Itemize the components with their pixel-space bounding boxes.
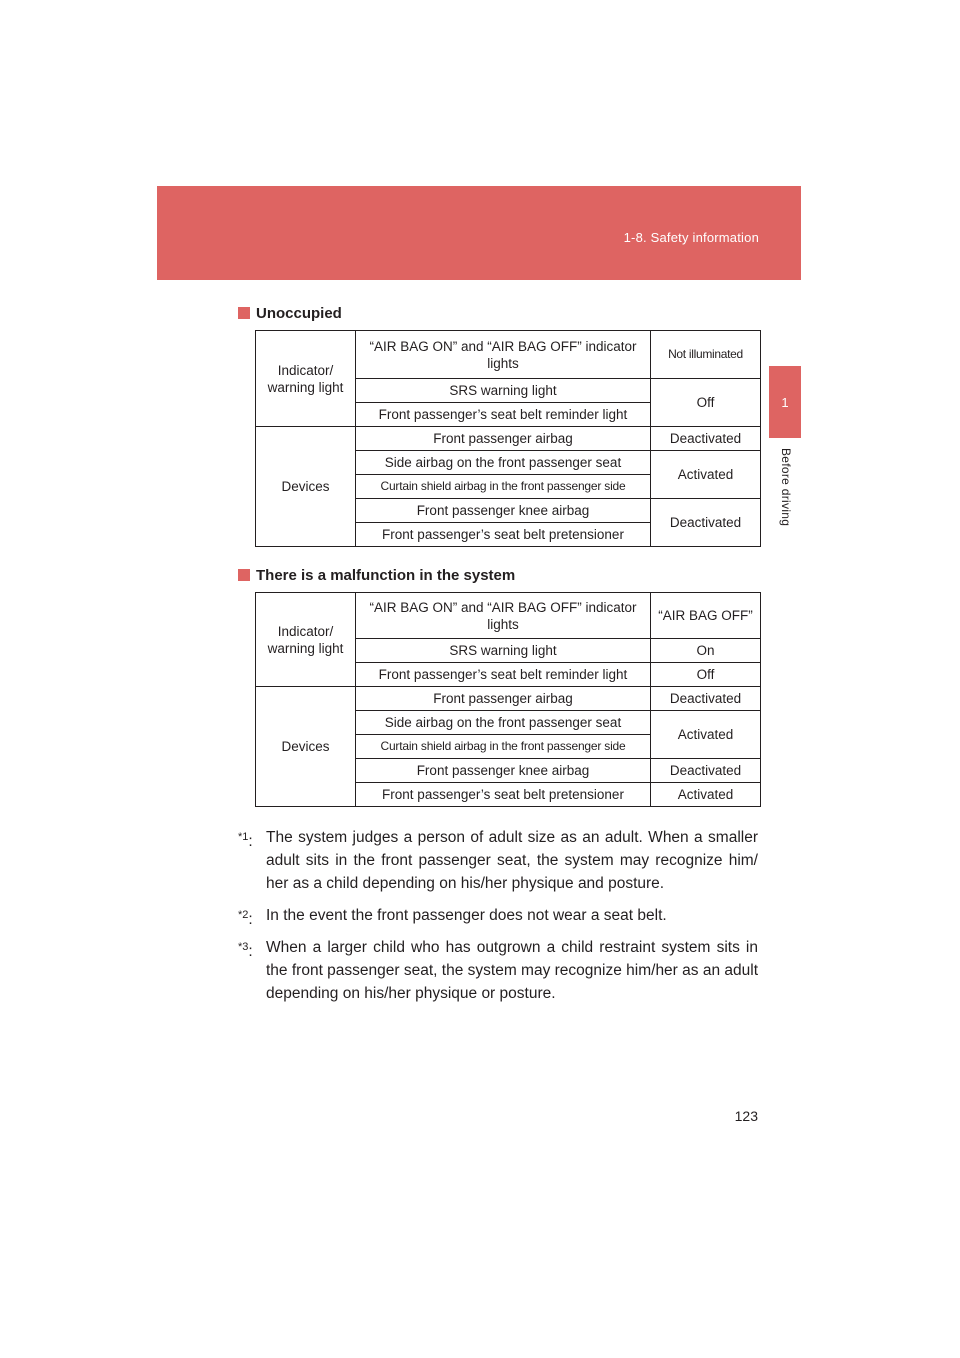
footnote-mark: $^{*3}$:	[238, 941, 253, 961]
heading-bullet-icon	[238, 307, 250, 319]
row-label: Curtain shield airbag in the front passenger side	[356, 475, 651, 499]
row-label: SRS warning light	[356, 639, 651, 663]
footnote-text: The system judges a person of adult size as an adult. When a smaller adult sits in the front passenger seat, the system may recognize him/ her as a child depending on his/her physique and posture.	[266, 829, 758, 892]
row-label: Front passenger airbag	[356, 687, 651, 711]
heading-unoccupied	[238, 305, 342, 322]
footnote	[238, 904, 758, 927]
row-label: Side airbag on the front passenger seat	[356, 711, 651, 735]
row-label: Front passenger’s seat belt reminder light	[356, 663, 651, 687]
chapter-label: Before driving	[779, 448, 793, 527]
indicator-category: Indicator/ warning light	[256, 331, 356, 427]
row-value: “AIR BAG OFF”	[651, 593, 761, 639]
row-value: Deactivated	[651, 687, 761, 711]
page-number: 123	[734, 1108, 758, 1124]
row-label: Front passenger knee airbag	[356, 499, 651, 523]
heading-text: There is a malfunction in the system	[256, 567, 516, 584]
header-band	[157, 186, 801, 280]
devices-category: Devices	[256, 427, 356, 547]
row-value: Deactivated	[651, 759, 761, 783]
row-value: Activated	[651, 451, 761, 499]
section-title: 1-8. Safety information	[623, 230, 759, 245]
row-value: Activated	[651, 711, 761, 759]
row-value: Not illuminated	[651, 331, 761, 379]
heading-text: Unoccupied	[256, 305, 342, 322]
row-label: Side airbag on the front passenger seat	[356, 451, 651, 475]
row-label: “AIR BAG ON” and “AIR BAG OFF” indicator lights	[356, 593, 651, 639]
row-value: Activated	[651, 783, 761, 807]
footnote-text: In the event the front passenger does not wear a seat belt.	[266, 907, 667, 924]
row-label: Front passenger airbag	[356, 427, 651, 451]
row-label: Front passenger’s seat belt pretensioner	[356, 783, 651, 807]
row-value: On	[651, 639, 761, 663]
chapter-number: 1	[781, 394, 789, 410]
row-value: Off	[651, 663, 761, 687]
footnote	[238, 936, 758, 1005]
chapter-tab	[769, 366, 801, 438]
row-label: Front passenger’s seat belt reminder light	[356, 403, 651, 427]
footnote-mark: $^{*2}$:	[238, 909, 253, 929]
row-label: SRS warning light	[356, 379, 651, 403]
row-label: Front passenger’s seat belt pretensioner	[356, 523, 651, 547]
footnote-mark: $^{*1}$:	[238, 831, 253, 851]
indicator-category: Indicator/ warning light	[256, 593, 356, 687]
heading-bullet-icon	[238, 569, 250, 581]
status-table-malfunction	[255, 592, 761, 807]
row-value: Off	[651, 379, 761, 427]
status-table-unoccupied	[255, 330, 761, 547]
row-label: Curtain shield airbag in the front passenger side	[356, 735, 651, 759]
footnote	[238, 826, 758, 895]
heading-malfunction	[238, 567, 515, 584]
row-value: Deactivated	[651, 427, 761, 451]
row-value: Deactivated	[651, 499, 761, 547]
footnote-text: When a larger child who has outgrown a child restraint system sits in the front passenger seat, the system may recognize him/her as an adult depending on his/her physique or posture.	[266, 939, 758, 1002]
devices-category: Devices	[256, 687, 356, 807]
row-label: “AIR BAG ON” and “AIR BAG OFF” indicator lights	[356, 331, 651, 379]
row-label: Front passenger knee airbag	[356, 759, 651, 783]
